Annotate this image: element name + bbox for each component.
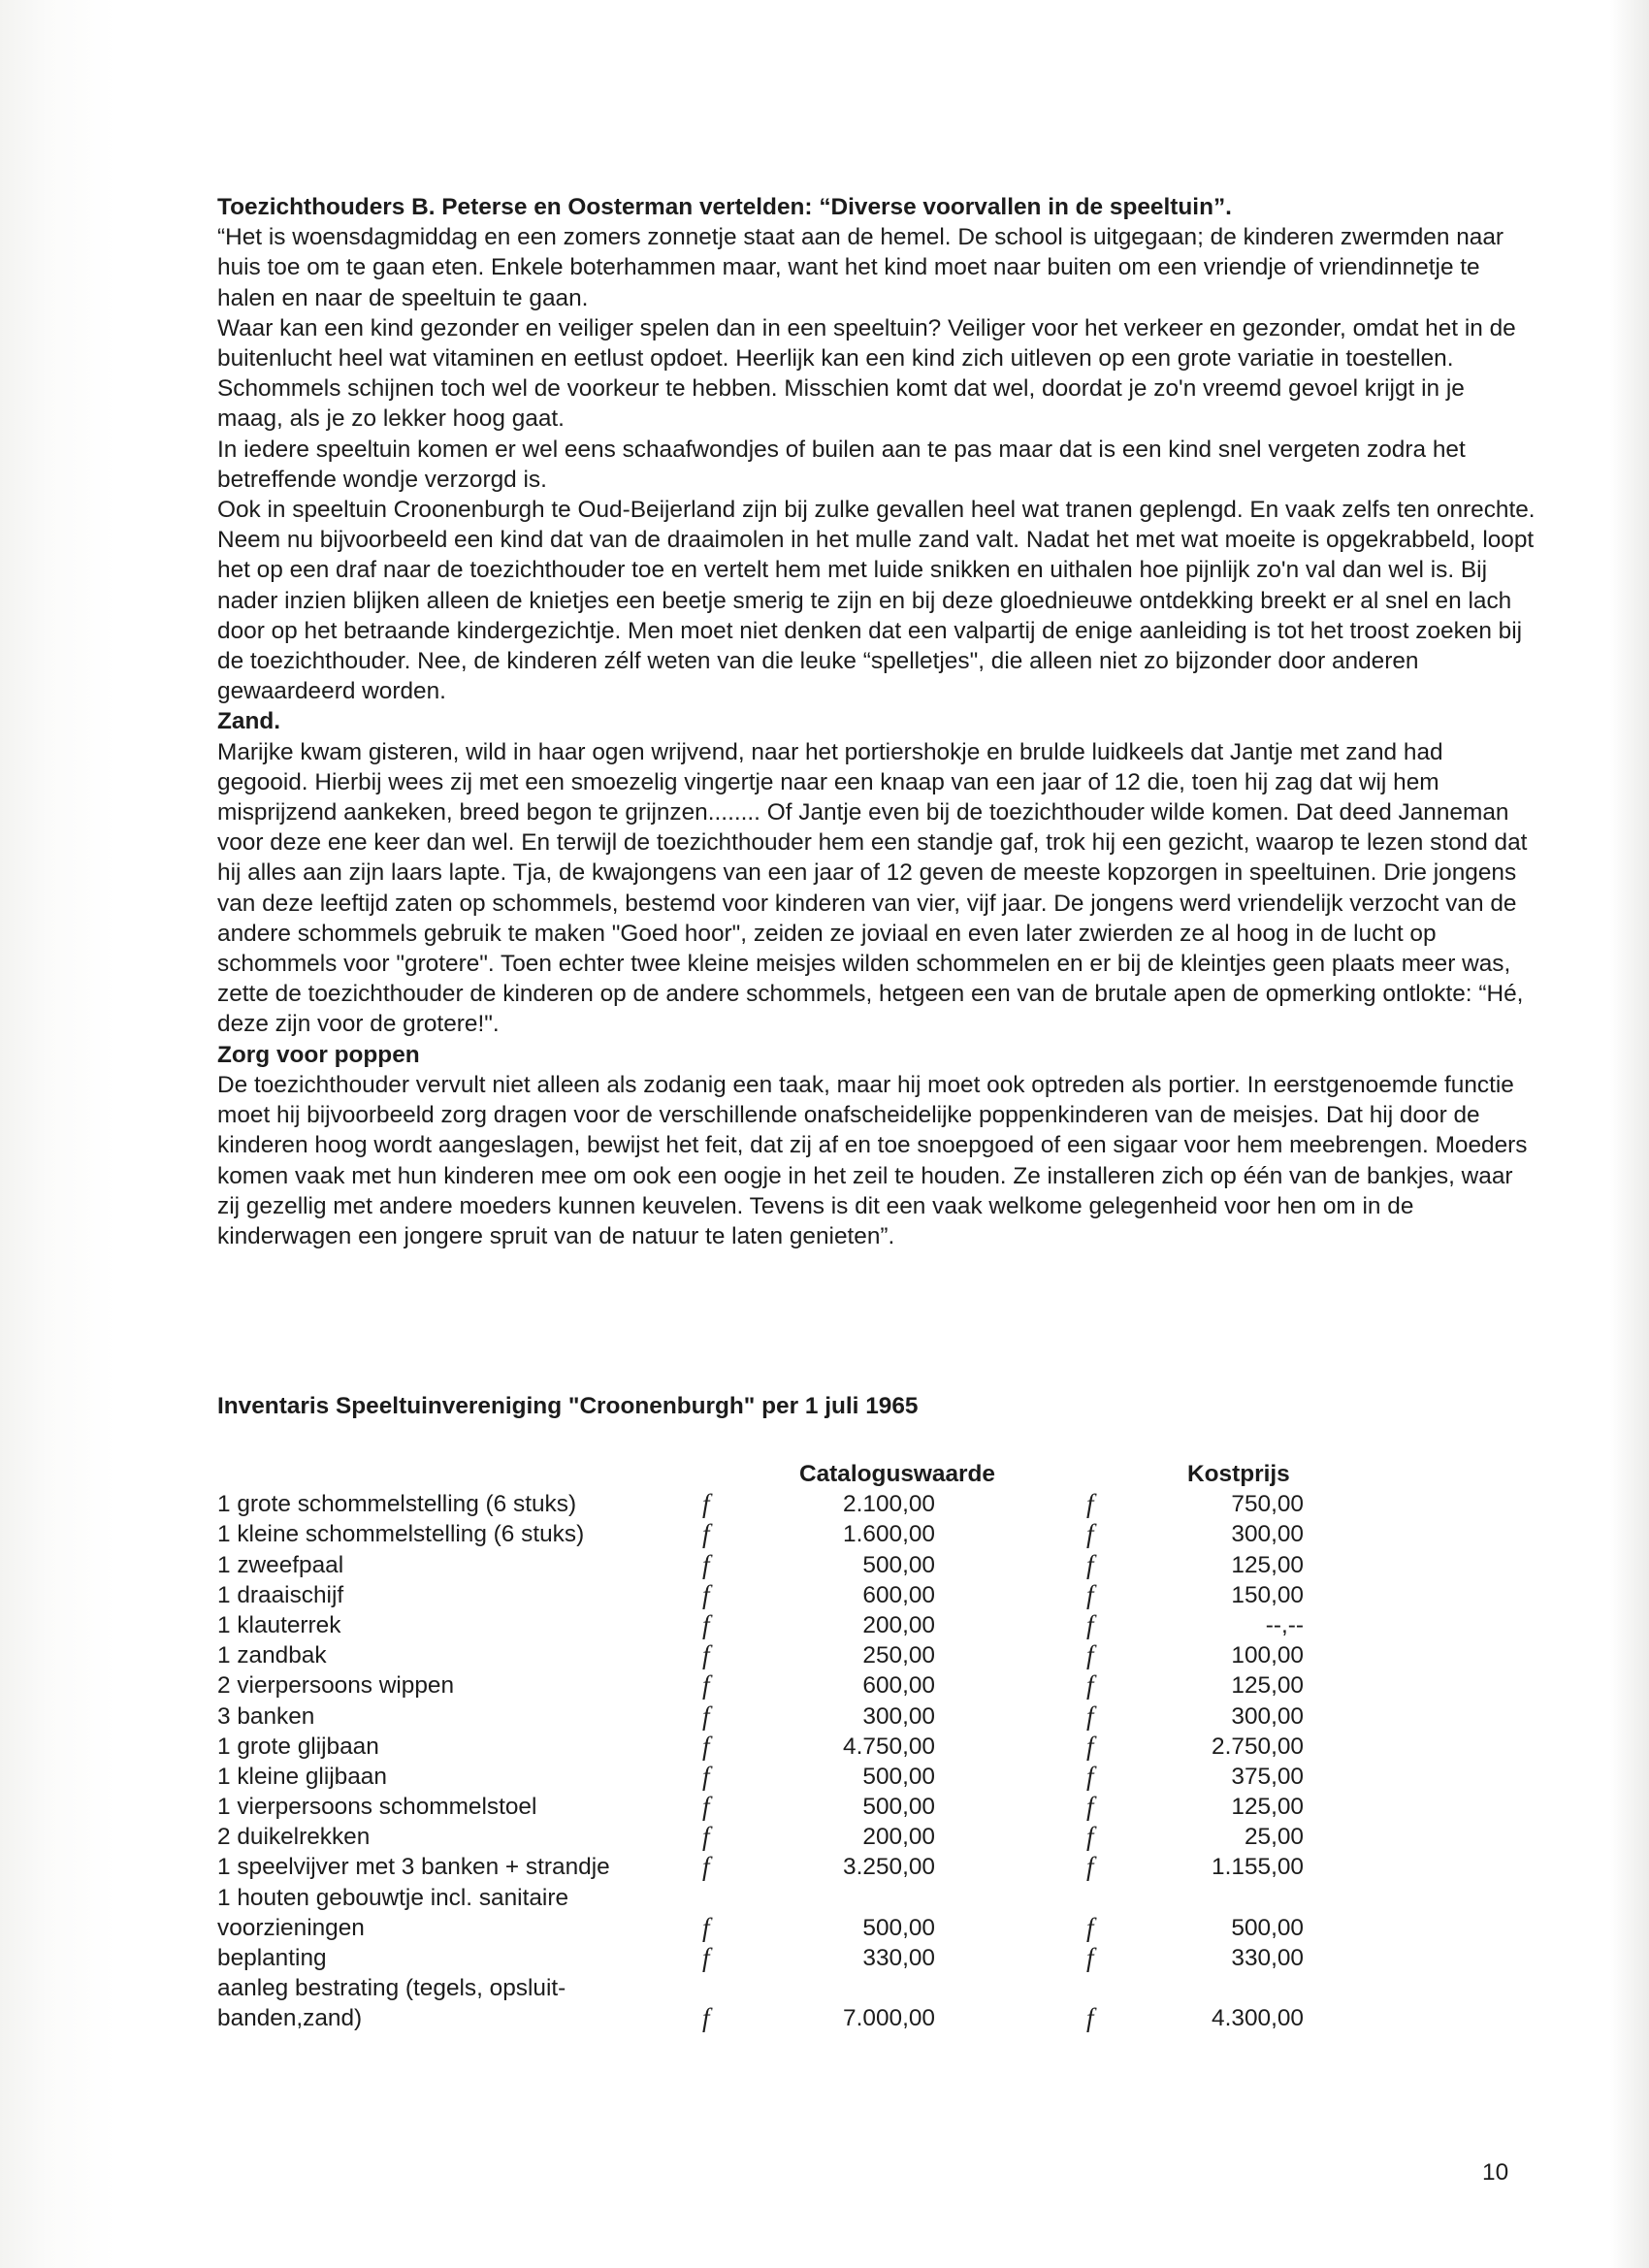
currency-symbol: f — [1086, 1670, 1094, 1701]
catalog-value: 3.250,00 — [843, 1854, 935, 1881]
inventory-item-name: 1 houten gebouwtje incl. sanitaire voorzieningen — [217, 1884, 569, 1941]
currency-symbol: f — [1086, 1822, 1094, 1852]
table-row — [217, 1732, 1342, 1762]
catalog-value: 200,00 — [862, 1824, 935, 1851]
inventory-item-name: 2 vierpersoons wippen — [217, 1672, 455, 1700]
cost-value: 300,00 — [1231, 1702, 1304, 1730]
currency-symbol: f — [702, 1822, 710, 1852]
catalog-value: 330,00 — [862, 1945, 935, 1972]
inventory-item-name: 1 kleine schommelstelling (6 stuks) — [217, 1521, 585, 1548]
article-paragraph: Schommels schijnen toch wel de voorkeur te hebben. Misschien komt dat wel, doordat je zo'n vreemd gevoel krijgt in je maag, als je zo lekker hoog gaat. — [217, 375, 1465, 433]
cost-value: 25,00 — [1244, 1824, 1304, 1851]
article-paragraph: Ook in speeltuin Croonenburgh te Oud-Beijerland zijn bij zulke gevallen heel wat tranen geplengd. En vaak zelfs ten onrechte. Neem nu bijvoorbeeld een kind dat van de draaimolen in het mulle zand valt. Nadat het met wat moeite is opgekrabbeld, loopt het op een draf naar de toezichthouder toe en vertelt hem met luide snikken en uithalen hoe pijnlijk zo'n val dan wel is. Bij nader inzien blijken alleen de knietjes een beetje smerig te zijn en bij deze gloednieuwe ontdekking breekt er al snel en lach door op het betraande kindergezichtje. Men moet niet denken dat een valpartij de enige aanleiding is tot het troost zoeken bij de toezichthouder. Nee, de kinderen zélf weten van die leuke “spelletjes", die alleen niet zo bijzonder door anderen gewaardeerd worden. — [217, 497, 1536, 705]
currency-symbol: f — [1086, 1519, 1094, 1549]
catalog-value: 500,00 — [862, 1914, 935, 1941]
cost-value: 1.155,00 — [1212, 1854, 1304, 1881]
currency-symbol: f — [702, 1579, 710, 1609]
inventory-item-name: 1 grote glijbaan — [217, 1733, 379, 1760]
inventory-header-row — [217, 1459, 1342, 1489]
currency-symbol: f — [702, 1852, 710, 1882]
catalog-value: 600,00 — [862, 1581, 935, 1608]
column-header-catalog: Cataloguswaarde — [799, 1461, 995, 1487]
cost-value: 125,00 — [1231, 1794, 1304, 1821]
currency-symbol: f — [1086, 1792, 1094, 1822]
currency-symbol: f — [1086, 2003, 1094, 2033]
catalog-value: 500,00 — [862, 1551, 935, 1578]
table-row — [217, 1973, 1342, 2033]
cost-value: 125,00 — [1231, 1672, 1304, 1700]
currency-symbol: f — [702, 1701, 710, 1731]
inventory-item-name: aanleg bestrating (tegels, opsluit- banden,zand) — [217, 1975, 566, 2032]
cost-value: 375,00 — [1231, 1763, 1304, 1790]
currency-symbol: f — [1086, 1579, 1094, 1609]
inventory-item-name: 1 zweefpaal — [217, 1551, 344, 1578]
inventory-item-name: 3 banken — [217, 1702, 315, 1730]
currency-symbol: f — [1086, 1912, 1094, 1942]
table-row — [217, 1550, 1342, 1580]
currency-symbol: f — [1086, 1549, 1094, 1579]
currency-symbol: f — [702, 1549, 710, 1579]
cost-value: 4.300,00 — [1212, 2005, 1304, 2032]
inventory-item-name: 1 grote schommelstelling (6 stuks) — [217, 1491, 577, 1518]
currency-symbol: f — [702, 1912, 710, 1942]
currency-symbol: f — [702, 1609, 710, 1639]
currency-symbol: f — [702, 1489, 710, 1519]
currency-symbol: f — [702, 1761, 710, 1791]
cost-value: 330,00 — [1231, 1945, 1304, 1972]
inventory-rows — [217, 1489, 1342, 2033]
inventory-title: Inventaris Speeltuinvereniging "Croonenburgh" per 1 juli 1965 — [217, 1393, 919, 1419]
table-row — [217, 1519, 1342, 1549]
table-row — [217, 1610, 1342, 1640]
table-row — [217, 1670, 1342, 1701]
article — [217, 192, 1536, 1251]
catalog-value: 500,00 — [862, 1763, 935, 1790]
currency-symbol: f — [1086, 1609, 1094, 1639]
table-row — [217, 1852, 1342, 1882]
cost-value: 750,00 — [1231, 1491, 1304, 1518]
article-heading: Toezichthouders B. Peterse en Oosterman vertelden: “Diverse voorvallen in de speeltuin”. — [217, 194, 1232, 220]
cost-value: 100,00 — [1231, 1642, 1304, 1669]
catalog-value: 200,00 — [862, 1611, 935, 1638]
table-row — [217, 1489, 1342, 1519]
scan-page-edge-right — [1610, 0, 1649, 2268]
currency-symbol: f — [1086, 1640, 1094, 1670]
currency-symbol: f — [702, 1670, 710, 1701]
table-row — [217, 1762, 1342, 1792]
inventory-table — [217, 1459, 1342, 2034]
catalog-value: 2.100,00 — [843, 1491, 935, 1518]
currency-symbol: f — [702, 1640, 710, 1670]
table-row — [217, 1822, 1342, 1852]
catalog-value: 1.600,00 — [843, 1521, 935, 1548]
table-row — [217, 1701, 1342, 1732]
article-paragraph: Waar kan een kind gezonder en veiliger spelen dan in een speeltuin? Veiliger voor het verkeer en gezonder, omdat het in de buitenlucht heel wat vitaminen en eetlust opdoet. Heerlijk kan een kind zich uitleven op een grote variatie in toestellen. — [217, 314, 1516, 373]
currency-symbol: f — [702, 1943, 710, 1973]
inventory-item-name: 1 zandbak — [217, 1642, 327, 1669]
catalog-value: 7.000,00 — [843, 2005, 935, 2032]
cost-value: 300,00 — [1231, 1521, 1304, 1548]
catalog-value: 600,00 — [862, 1672, 935, 1700]
currency-symbol: f — [1086, 1761, 1094, 1791]
table-row — [217, 1580, 1342, 1610]
column-header-cost: Kostprijs — [1187, 1461, 1290, 1487]
section-text-zand: Marijke kwam gisteren, wild in haar ogen wrijvend, naar het portiershokje en brulde luidkeels dat Jantje met zand had gegooid. Hierbij wees zij met een smoezelig vingertje naar een knaap van een jaar of 12 die, toen hij zag dat wij hem misprijzend aankeken, breed begon te grijnzen........ Of Jantje even bij de toezichthouder wilde komen. Dat deed Janneman voor deze ene keer dan wel. En terwijl de toezichthouder hem een standje gaf, trok hij een gezicht, waarop te lezen stond dat hij alles aan zijn laars lapte. Tja, de kwajongens van een jaar of 12 geven de meeste kopzorgen in speeltuinen. Drie jongens van deze leeftijd zaten op schommels, bestemd voor kinderen van vier, vijf jaar. De jongens werd vriendelijk verzocht van de andere schommels gebruik te maken "Goed hoor", zeiden ze joviaal en even later zwierden ze al hoog in de lucht op schommels voor "grotere". Toen echter twee kleine meisjes wilden schommelen en er bij de kleintjes geen plaats meer was, zette de toezichthouder de kinderen op de andere schommels, hetgeen een van de brutale apen de opmerking ontlokte: “Hé, deze zijn voor de grotere!". — [217, 738, 1528, 1038]
inventory-item-name: 1 kleine glijbaan — [217, 1763, 387, 1790]
inventory-item-name: beplanting — [217, 1945, 327, 1972]
inventory-item-name: 2 duikelrekken — [217, 1824, 371, 1851]
article-paragraph: In iedere speeltuin komen er wel eens schaafwondjes of builen aan te pas maar dat is een kind snel vergeten zodra het betreffende wondje verzorgd is. — [217, 436, 1466, 493]
cost-value: 125,00 — [1231, 1551, 1304, 1578]
currency-symbol: f — [1086, 1852, 1094, 1882]
cost-value: 2.750,00 — [1212, 1733, 1304, 1760]
currency-symbol: f — [702, 1792, 710, 1822]
article-paragraph: “Het is woensdagmiddag en een zomers zonnetje staat aan de hemel. De school is uitgegaan; de kinderen zwermden naar huis toe om te gaan eten. Enkele boterhammen maar, want het kind moet naar buiten om een vriendje of vriendinnetje te halen en naar de speeltuin te gaan. — [217, 224, 1504, 311]
inventory-item-name: 1 klauterrek — [217, 1611, 341, 1638]
page-number: 10 — [1482, 2159, 1509, 2186]
cost-value: --,-- — [1265, 1611, 1304, 1638]
cost-value: 150,00 — [1231, 1581, 1304, 1608]
section-heading-zand: Zand. — [217, 708, 281, 735]
catalog-value: 250,00 — [862, 1642, 935, 1669]
section-heading-poppen: Zorg voor poppen — [217, 1041, 420, 1068]
inventory-item-name: 1 draaischijf — [217, 1581, 344, 1608]
currency-symbol: f — [1086, 1489, 1094, 1519]
table-row — [217, 1640, 1342, 1670]
catalog-value: 500,00 — [862, 1794, 935, 1821]
table-row — [217, 1883, 1342, 1943]
currency-symbol: f — [1086, 1701, 1094, 1731]
catalog-value: 300,00 — [862, 1702, 935, 1730]
currency-symbol: f — [702, 1519, 710, 1549]
table-row — [217, 1792, 1342, 1822]
scan-page-edge-left — [0, 0, 116, 2268]
table-row — [217, 1943, 1342, 1973]
currency-symbol: f — [1086, 1943, 1094, 1973]
currency-symbol: f — [702, 1731, 710, 1761]
catalog-value: 4.750,00 — [843, 1733, 935, 1760]
inventory-item-name: 1 speelvijver met 3 banken + strandje — [217, 1854, 610, 1881]
cost-value: 500,00 — [1231, 1914, 1304, 1941]
currency-symbol: f — [1086, 1731, 1094, 1761]
section-text-poppen: De toezichthouder vervult niet alleen als zodanig een taak, maar hij moet ook optreden als portier. In eerstgenoemde functie moet hij bijvoorbeeld zorg dragen voor de verschillende onafscheidelijke poppenkinderen van de meisjes. Dat hij door de kinderen hoog wordt aangeslagen, bewijst het feit, dat zij af en toe snoepgoed of een sigaar voor hem meebrengen. Moeders komen vaak met hun kinderen mee om ook een oogje in het zeil te houden. Ze installeren zich op één van de bankjes, waar zij gezellig met andere moeders kunnen keuvelen. Tevens is dit een vaak welkome gelegenheid voor hen om in de kinderwagen een jongere spruit van de natuur te laten genieten”. — [217, 1071, 1528, 1249]
inventory-item-name: 1 vierpersoons schommelstoel — [217, 1794, 537, 1821]
currency-symbol: f — [702, 2003, 710, 2033]
